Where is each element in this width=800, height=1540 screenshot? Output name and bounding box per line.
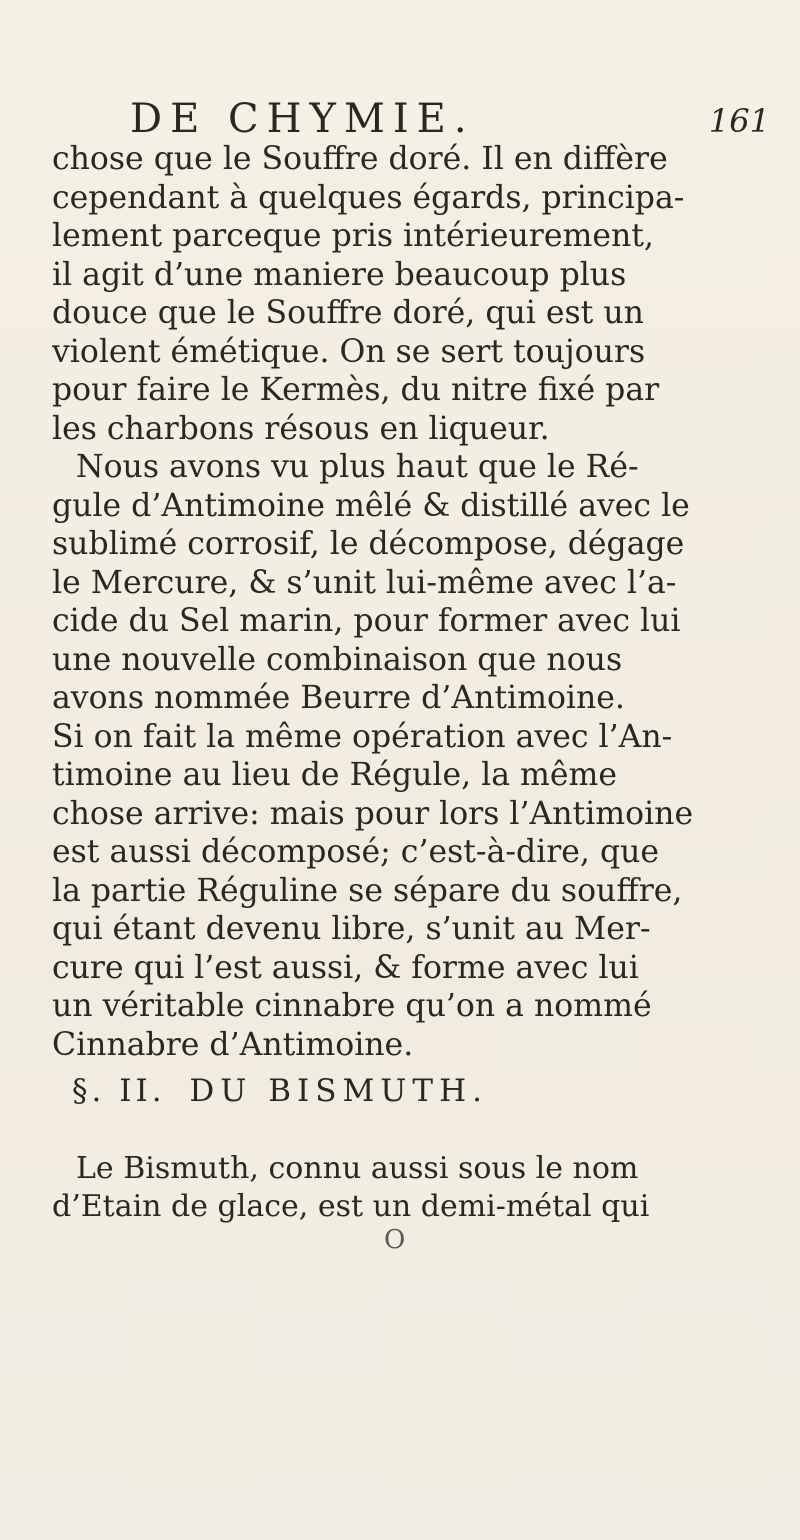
text-line: gule d’Antimoine mêlé & distillé avec le xyxy=(52,487,690,524)
running-head-title: DE CHYMIE. xyxy=(130,96,475,142)
text-line: violent émétique. On se sert toujours xyxy=(52,333,646,370)
section-number: §. II. xyxy=(72,1073,166,1109)
text-line: une nouvelle combinaison que nous xyxy=(52,641,623,678)
body-text xyxy=(52,140,768,1064)
text-line: il agit d’une maniere beaucoup plus xyxy=(52,256,627,293)
text-line: est aussi décomposé; c’est-à-dire, que xyxy=(52,834,660,870)
text-line: Si on fait la même opération avec l’An- xyxy=(52,718,673,755)
text-line: timoine au lieu de Régule, la même xyxy=(52,757,618,793)
page-number: 161 xyxy=(708,102,770,140)
text-line: pour faire le Kermès, du nitre fixé par xyxy=(52,372,660,408)
text-line: les charbons résous en liqueur. xyxy=(52,410,550,447)
running-head xyxy=(130,96,770,146)
text-line: chose arrive: mais pour lors l’Antimoine xyxy=(52,795,694,832)
text-line: la partie Réguline se sépare du souffre, xyxy=(52,872,683,909)
text-line: d’Etain de glace, est un demi-métal qui xyxy=(52,1189,650,1224)
text-line: sublimé corrosif, le décompose, dégage xyxy=(52,526,685,562)
text-line: le Mercure, & s’unit lui-même avec l’a- xyxy=(52,564,677,601)
signature-mark: O xyxy=(384,1225,406,1255)
text-line: Le Bismuth, connu aussi sous le nom xyxy=(76,1151,639,1186)
section-title: DU BISMUTH. xyxy=(189,1073,488,1109)
text-line: un véritable cinnabre qu’on a nommé xyxy=(52,988,652,1024)
text-line: cide du Sel marin, pour former avec lui xyxy=(52,603,681,639)
text-line: lement parceque pris intérieurement, xyxy=(52,218,654,254)
paragraph-2 xyxy=(52,448,768,1064)
text-line: chose que le Souffre doré. Il en diffère xyxy=(52,141,668,177)
text-line: douce que le Souffre doré, qui est un xyxy=(52,295,644,331)
paragraph-3 xyxy=(52,1150,768,1226)
text-line: qui étant devenu libre, s’unit au Mer- xyxy=(52,911,651,947)
text-line: cure qui l’est aussi, & forme avec lui xyxy=(52,949,639,986)
text-line: avons nommée Beurre d’Antimoine. xyxy=(52,680,625,716)
section-heading xyxy=(72,1068,732,1114)
text-line: Nous avons vu plus haut que le Ré- xyxy=(76,449,639,485)
text-line: cependant à quelques égards, principa- xyxy=(52,179,685,216)
text-line: Cinnabre d’Antimoine. xyxy=(52,1026,414,1063)
paragraph-1 xyxy=(52,140,768,448)
